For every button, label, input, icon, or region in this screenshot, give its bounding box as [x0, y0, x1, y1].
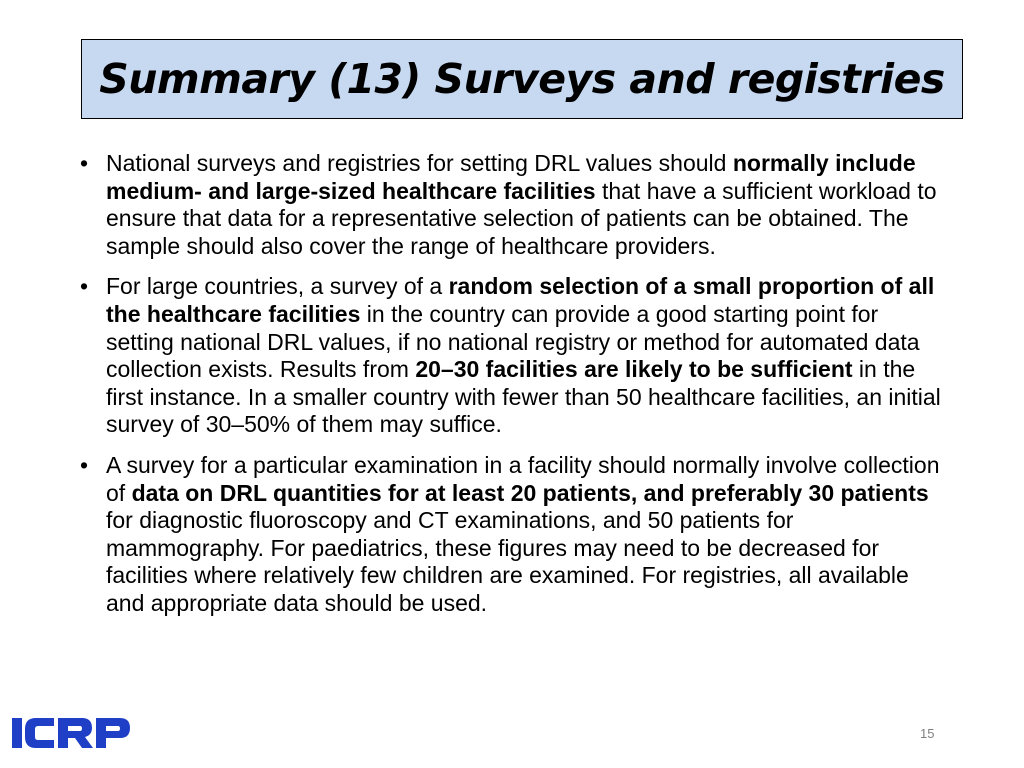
bold-text-segment: random selection of a small proportion of all the healthcare facilities	[106, 273, 935, 327]
bullet-text	[106, 150, 937, 259]
icrp-logo	[12, 716, 130, 750]
text-segment: that have a sufficient workload to ensure that data for a representative selection of patients can be obtained. The sample should also cover the range of healthcare providers.	[106, 177, 937, 259]
bullet-item	[80, 452, 950, 618]
text-segment: for diagnostic fluoroscopy and CT examinations, and 50 patients for mammography. For paediatrics, these figures may need to be decreased for facilities where relatively few children are examined. For registries, all available and appropriate data should be used.	[106, 507, 909, 616]
bullet-item	[80, 273, 950, 439]
bullet-list	[80, 150, 950, 631]
bullet-item	[80, 150, 950, 260]
bullet-text	[106, 452, 940, 616]
title-box	[81, 39, 963, 119]
text-segment: A survey for a particular examination in a facility should normally involve collection of	[106, 451, 940, 506]
page-number: 15	[920, 726, 935, 741]
text-segment: For large countries, a survey of a	[106, 273, 449, 300]
text-segment: National surveys and registries for setting DRL values should	[106, 150, 733, 176]
slide-title: Summary (13) Surveys and registries	[99, 55, 945, 103]
bullet-point-icon: •	[80, 273, 89, 300]
text-segment: in the country can provide a good starting point for setting national DRL values, if no national registry or method for automated data collection exists. Results from	[106, 300, 920, 383]
text-segment: in the first instance. In a smaller country with fewer than 50 healthcare facilities, an initial survey of 30–50% of them may suffice.	[106, 356, 941, 438]
bold-text-segment: 20–30 facilities are likely to be sufficient	[415, 356, 853, 383]
bullet-text	[106, 273, 941, 437]
bullet-point-icon: •	[80, 451, 89, 478]
bullet-point-icon: •	[80, 150, 89, 176]
bold-text-segment: data on DRL quantities for at least 20 patients, and preferably 30 patients	[131, 479, 929, 506]
bold-text-segment: normally include medium- and large-sized healthcare facilities	[106, 150, 916, 204]
